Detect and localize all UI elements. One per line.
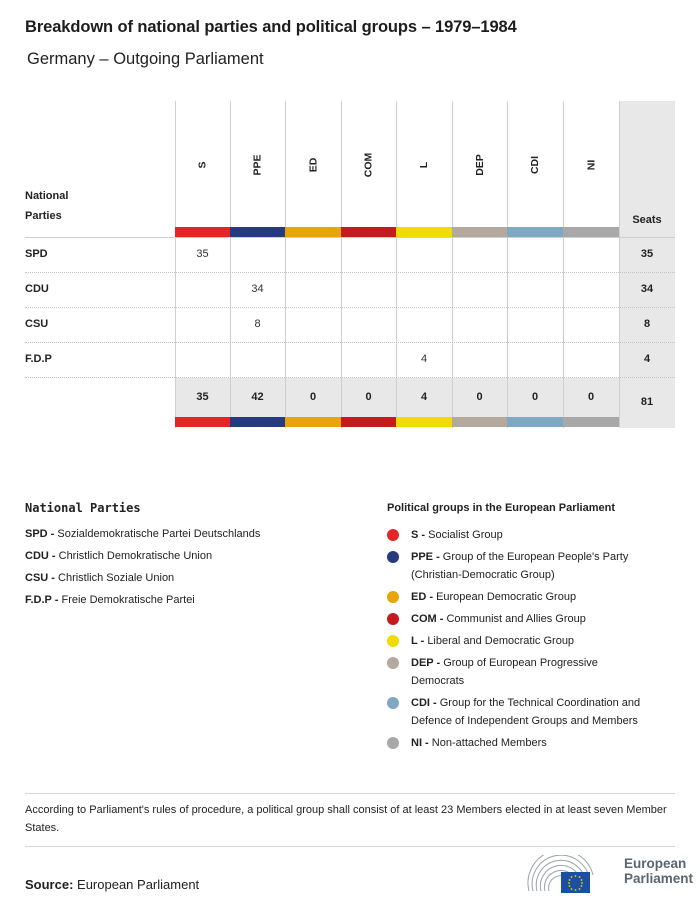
legend-code: SPD -: [25, 528, 55, 540]
chart-title: Breakdown of national parties and political groups – 1979–1984: [25, 18, 517, 36]
seat-value: 34: [251, 283, 264, 295]
color-bar-ed: [285, 417, 341, 427]
source-value: European Parliament: [77, 877, 200, 892]
column-header-dep: [452, 110, 507, 220]
legend-name: Christlich Soziale Union: [58, 572, 175, 584]
legend-item: [387, 526, 677, 544]
row-divider: [25, 272, 675, 273]
circle-icon: [387, 613, 399, 625]
legend-item: [25, 594, 195, 606]
legend-code: ED -: [411, 591, 433, 603]
row-divider: [25, 307, 675, 308]
column-divider: [619, 101, 620, 428]
color-bar-com: [341, 227, 396, 237]
column-header-label: PPE: [251, 154, 264, 176]
color-bar-l: [396, 227, 452, 237]
logo-wordmark: [624, 856, 693, 886]
legend-heading: National Parties: [25, 501, 141, 515]
color-bar-l: [396, 417, 452, 427]
total-value: 0: [531, 391, 539, 403]
circle-icon: [387, 635, 399, 647]
column-header-ni: [563, 110, 619, 220]
column-header-s: [175, 110, 230, 220]
legend-heading: Political groups in the European Parliament: [387, 502, 615, 514]
column-header-ed: [285, 110, 341, 220]
seats-column-header: Seats: [632, 214, 662, 226]
circle-icon: [387, 697, 399, 709]
color-bar-com: [341, 417, 396, 427]
party-label: F.D.P: [25, 353, 52, 365]
legend-item: [387, 734, 677, 752]
color-bar-cdi: [507, 227, 563, 237]
legend-name: Socialist Group: [428, 529, 503, 541]
legend-name: Non-attached Members: [431, 737, 547, 749]
header-line: National: [25, 190, 69, 202]
total-value: 42: [251, 391, 264, 403]
color-bar-ed: [285, 227, 341, 237]
total-value: 0: [309, 391, 317, 403]
color-bar-s: [175, 227, 230, 237]
source-label: Source:: [25, 877, 74, 892]
circle-icon: [387, 529, 399, 541]
party-label: SPD: [25, 248, 48, 260]
row-seats: 35: [640, 248, 654, 260]
legend-name: Liberal and Democratic Group: [427, 635, 575, 647]
total-value: 0: [365, 391, 372, 403]
circle-icon: [387, 551, 399, 563]
total-seats: 81: [640, 396, 654, 408]
header-line: Parties: [25, 210, 62, 222]
total-value: 0: [587, 391, 595, 403]
legend-item: [25, 550, 212, 562]
color-bar-ni: [563, 227, 619, 237]
column-header-label: CDI: [529, 155, 541, 175]
column-header-label: S: [196, 161, 209, 169]
european-parliament-logo: [527, 855, 694, 895]
legend-code: PPE -: [411, 551, 440, 563]
color-bar-dep: [452, 227, 507, 237]
legend-name: Christlich Demokratische Union: [58, 550, 213, 562]
legend-item: [387, 588, 677, 606]
total-value: 0: [476, 391, 483, 403]
column-header-label: NI: [585, 159, 597, 171]
legend-code: F.D.P -: [25, 594, 59, 606]
party-label: CDU: [25, 283, 49, 295]
legend-item: [387, 632, 677, 650]
legend-name: Communist and Allies Group: [446, 613, 586, 625]
color-bar-ni: [563, 417, 619, 427]
legend-item: [387, 548, 657, 584]
footnote: According to Parliament's rules of procedure, a political group shall consist of at least 23 Members elected in at least seven Member States.: [25, 804, 667, 834]
column-header-cdi: [507, 110, 563, 220]
legend-item: [387, 694, 677, 730]
logo-line: Parliament: [624, 871, 694, 886]
color-bar-ppe: [230, 417, 285, 427]
column-header-label: ED: [307, 157, 319, 173]
legend-code: CDU -: [25, 550, 56, 562]
row-divider: [25, 342, 675, 343]
circle-icon: [387, 657, 399, 669]
row-seats: 34: [640, 283, 654, 295]
color-bar-ppe: [230, 227, 285, 237]
row-seats: 4: [643, 353, 651, 365]
column-header-ppe: [230, 110, 285, 220]
seats-column-background: [619, 101, 675, 428]
seat-value: 4: [420, 353, 428, 365]
column-header-label: L: [417, 161, 430, 169]
column-header-l: [396, 110, 452, 220]
legend-code: NI -: [411, 737, 429, 749]
legend-item: [387, 654, 637, 690]
circle-icon: [387, 737, 399, 749]
chart-subtitle: Germany – Outgoing Parliament: [27, 50, 264, 68]
circle-icon: [387, 591, 399, 603]
color-bar-dep: [452, 417, 507, 427]
legend-name: Group for the Technical Coordination and Defence of Independent Groups and Members: [411, 697, 641, 727]
logo-line: European: [624, 856, 687, 871]
column-header-com: [341, 110, 396, 220]
seat-value: 8: [254, 318, 261, 330]
legend-code: CSU -: [25, 572, 55, 584]
seat-value: 35: [196, 248, 209, 260]
legend-code: L -: [411, 635, 425, 647]
legend-item: [387, 610, 677, 628]
legend-code: S -: [411, 529, 426, 541]
row-seats: 8: [643, 318, 651, 330]
legend-code: DEP -: [411, 657, 441, 669]
row-divider: [25, 377, 675, 378]
column-header-label: DEP: [473, 154, 486, 176]
total-value: 35: [196, 391, 209, 403]
total-value: 4: [420, 391, 428, 403]
color-bar-s: [175, 417, 230, 427]
legend-name: Freie Demokratische Partei: [61, 594, 195, 606]
source-line: [25, 877, 199, 892]
national-parties-column-header: [25, 186, 68, 226]
hemicycle-icon: [527, 855, 619, 895]
column-header-label: COM: [362, 152, 375, 178]
footer-divider: [25, 846, 675, 847]
color-bar-cdi: [507, 417, 563, 427]
legend-code: COM -: [411, 613, 444, 625]
legend-name: Sozialdemokratische Partei Deutschlands: [57, 528, 261, 540]
party-label: CSU: [25, 318, 49, 330]
legend-name: Group of European Progressive Democrats: [411, 657, 598, 687]
legend-name: European Democratic Group: [436, 591, 577, 603]
header-divider: [25, 237, 675, 238]
legend-item: [25, 528, 260, 540]
legend-item: [25, 572, 174, 584]
legend-name: Group of the European People's Party (Christian-Democratic Group): [411, 551, 629, 581]
legend-code: CDI -: [411, 697, 437, 709]
footer-divider: [25, 793, 675, 794]
